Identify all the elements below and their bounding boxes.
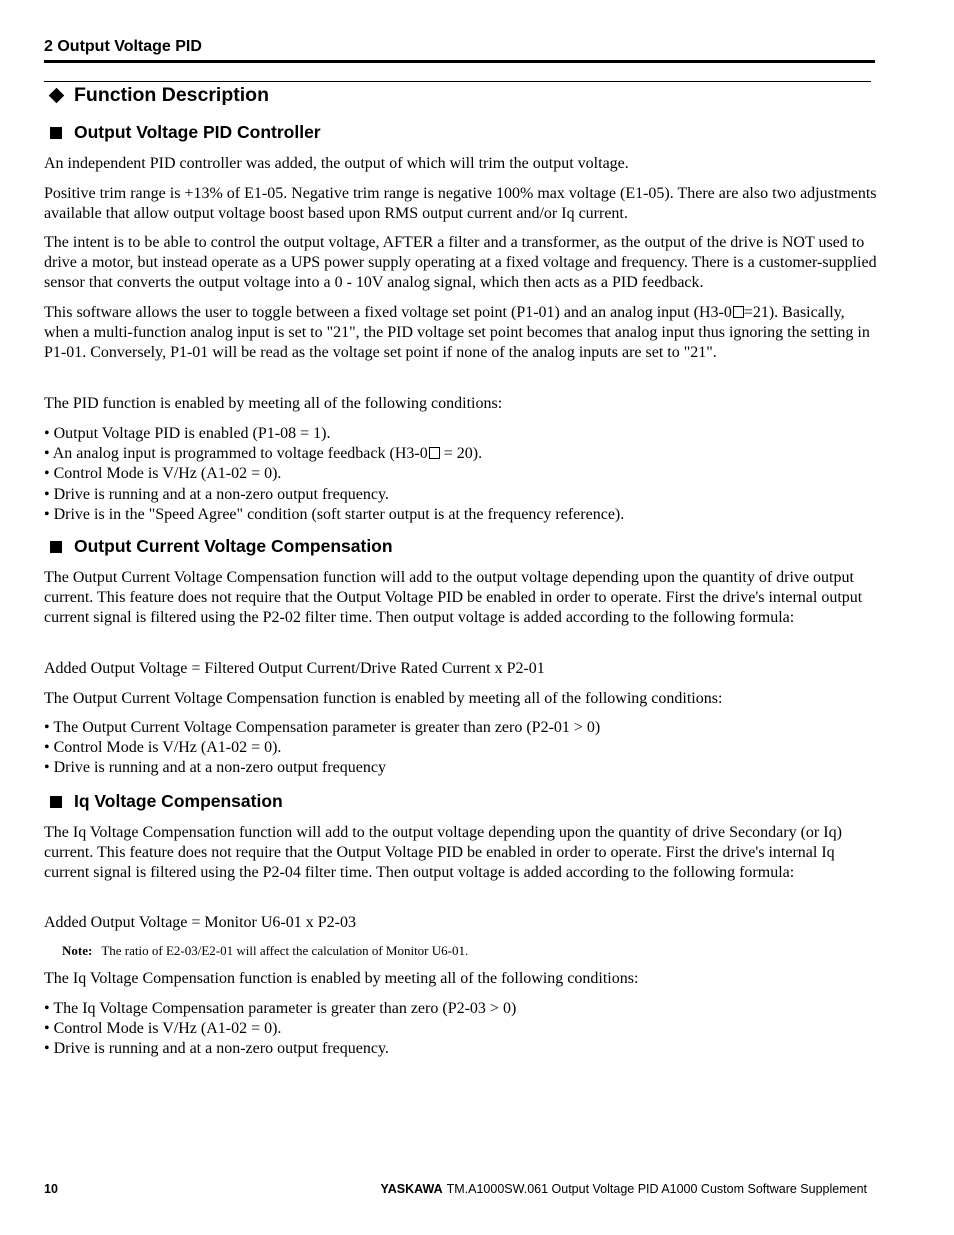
footer-doc-title: YASKAWA TM.A1000SW.061 Output Voltage PID A1000 Custom Software Supplement	[380, 1182, 867, 1196]
note-label: Note:	[62, 943, 93, 958]
page-number: 10	[44, 1182, 58, 1196]
list-item: • Control Mode is V/Hz (A1-02 = 0).	[44, 739, 282, 757]
list-item: • Drive is in the "Speed Agree" condition (soft starter output is at the frequency reference).	[44, 505, 625, 523]
paragraph: This software allows the user to toggle between a fixed voltage set point (P1-01) and an analog input (H3-0 =21). Basically, when a multi-function analog input is set to "21", the PID voltage set point becomes that analog input thus ignoring the setting in P1-01. Conversely, P1-01 will be read as the voltage set point if none of the analog inputs are set to "21".	[44, 304, 870, 362]
conditions-list	[44, 424, 880, 525]
note-text: The ratio of E2-03/E2-01 will affect the calculation of Monitor U6-01.	[101, 943, 469, 958]
diamond-bullet-icon	[49, 88, 65, 104]
formula: Added Output Voltage = Filtered Output Current/Drive Rated Current x P2-01	[44, 660, 545, 677]
list-item: • Drive is running and at a non-zero output frequency	[44, 759, 386, 777]
subsection-heading-pid-controller	[50, 122, 321, 143]
paragraph: The Iq Voltage Compensation function is enabled by meeting all of the following conditions:	[44, 970, 639, 987]
conditions-list	[44, 999, 880, 1060]
section-heading	[48, 84, 269, 107]
brand-name: YASKAWA	[380, 1182, 443, 1196]
note	[62, 943, 468, 959]
list-item: • Drive is running and at a non-zero output frequency.	[44, 485, 389, 503]
list-item: • Control Mode is V/Hz (A1-02 = 0).	[44, 1020, 282, 1038]
paragraph: An independent PID controller was added, the output of which will trim the output voltage.	[44, 155, 629, 172]
paragraph: The intent is to be able to control the output voltage, AFTER a filter and a transformer, as the output of the drive is NOT used to drive a motor, but instead operate as a UPS power supply operating at a fixed voltage and frequency. There is a customer-supplied sensor that converts the output voltage into a 0 - 10V analog signal, which then acts as a PID feedback.	[44, 234, 877, 292]
subsection-title: Output Voltage PID Controller	[74, 122, 321, 142]
section-rule	[44, 81, 871, 82]
paragraph: The Iq Voltage Compensation function will add to the output voltage depending upon the quantity of drive Secondary (or Iq) current. This feature does not require that the Output Voltage PID be enabled in order to operate. First the drive's internal Iq current signal is filtered using the P2-04 filter time. Then output voltage is added according to the following formula:	[44, 824, 842, 882]
list-item: • The Output Current Voltage Compensation parameter is greater than zero (P2-01 > 0)	[44, 719, 601, 736]
list-item: • Drive is running and at a non-zero output frequency.	[44, 1040, 389, 1058]
paragraph: The Output Current Voltage Compensation function will add to the output voltage depending upon the quantity of drive output current. This feature does not require that the Output Voltage PID be enabled in order to operate. First the drive's internal output current signal is filtered using the P2-02 filter time. Then output voltage is added according to the following formula:	[44, 569, 863, 627]
subsection-heading-current-compensation	[50, 536, 393, 557]
subsection-title: Iq Voltage Compensation	[74, 791, 283, 811]
list-item: • Control Mode is V/Hz (A1-02 = 0).	[44, 465, 282, 483]
paragraph: The Output Current Voltage Compensation function is enabled by meeting all of the following conditions:	[44, 690, 723, 707]
subsection-title: Output Current Voltage Compensation	[74, 536, 393, 556]
chapter-header: 2 Output Voltage PID	[44, 38, 202, 55]
list-item: • Output Voltage PID is enabled (P1-08 = 1).	[44, 425, 331, 442]
paragraph: Positive trim range is +13% of E1-05. Negative trim range is negative 100% max voltage (E1-05). There are also two adjustments available that allow output voltage boost based upon RMS output current and/or Iq current.	[44, 185, 877, 223]
list-item: • An analog input is programmed to voltage feedback (H3-0 = 20).	[44, 445, 483, 463]
placeholder-box-icon	[733, 306, 744, 318]
placeholder-box-icon	[429, 447, 440, 459]
subsection-heading-iq-compensation	[50, 791, 283, 812]
header-rule	[44, 60, 875, 63]
square-bullet-icon	[50, 127, 62, 139]
list-item: • The Iq Voltage Compensation parameter is greater than zero (P2-03 > 0)	[44, 1000, 517, 1017]
conditions-list	[44, 718, 880, 779]
square-bullet-icon	[50, 796, 62, 808]
formula: Added Output Voltage = Monitor U6-01 x P2-03	[44, 914, 356, 931]
section-title: Function Description	[74, 84, 269, 106]
paragraph: The PID function is enabled by meeting all of the following conditions:	[44, 395, 503, 412]
square-bullet-icon	[50, 541, 62, 553]
